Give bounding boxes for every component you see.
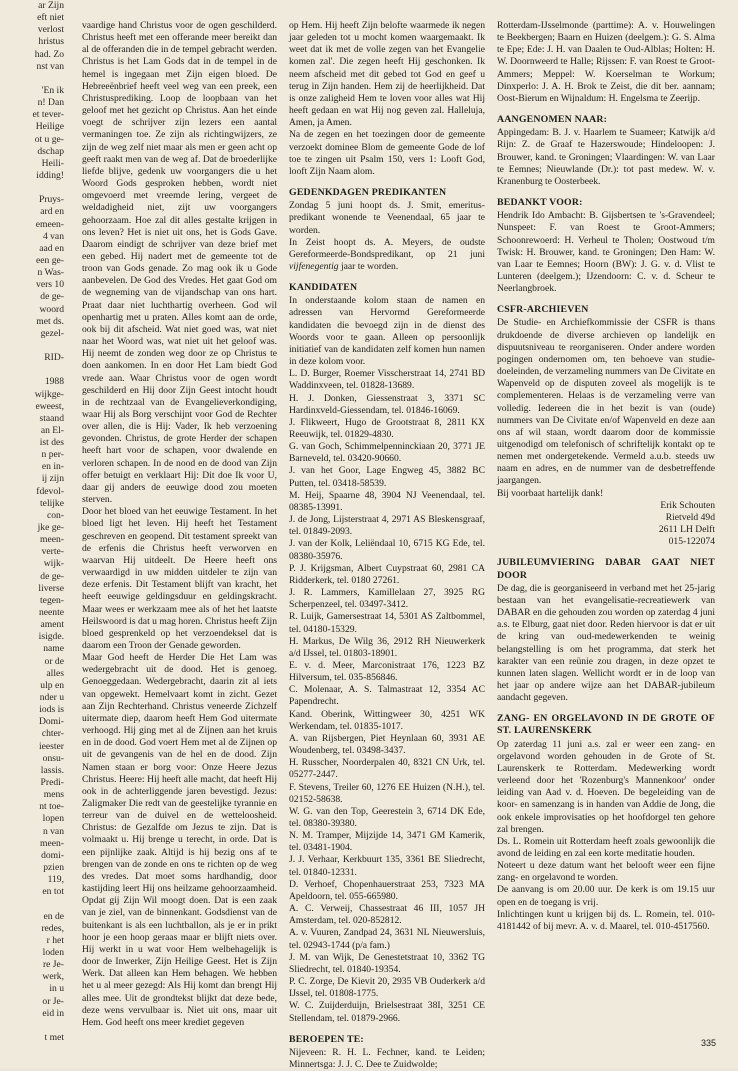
signature-street: Rietveld 49d xyxy=(665,511,715,523)
heading-zangavond: ZANG- EN ORGELAVOND IN DE GROTE OF ST. LAURENSKERK xyxy=(497,713,715,737)
fragment-line: name xyxy=(43,643,64,655)
fragment-line: pzien xyxy=(43,861,64,873)
fragment-line: nst van xyxy=(36,60,64,72)
fragment-line: staand xyxy=(39,412,64,424)
fragment-line: wijk- xyxy=(43,558,64,570)
kandidaat-entry: J. Flikweert, Hugo de Grootstraat 8, 2811 KX Reeuwijk, tel. 01829-4830. xyxy=(289,416,485,440)
column-1 xyxy=(82,20,277,1050)
fragment-line: idding! xyxy=(36,169,64,181)
fragment-line: met ds. xyxy=(36,315,64,327)
fragment-line: t met xyxy=(44,1031,64,1043)
kandidaat-entry: E. v. d. Meer, Marconistraat 176, 1223 BZ Hilversum, tel. 035-856846. xyxy=(289,659,485,684)
fragment-line xyxy=(0,340,64,352)
kandidaten-list xyxy=(289,368,485,1024)
fragment-line: Predi- xyxy=(40,777,64,788)
gedenk-a: In Zeist hoopt ds. A. Meyers, de oudste Gereformeerde-Bondspredikant, op 21 juni xyxy=(289,236,485,260)
fragment-line: hristus xyxy=(38,36,64,48)
fragment-line: n! Dan xyxy=(37,97,64,109)
fragment-line: woord xyxy=(39,303,64,315)
fragment-line: 119, xyxy=(47,874,64,886)
csfr-text: De Studie- en Archiefkommissie der CSFR is thans drukdoende de diverse archieven op landelijk en dispuutsniveau te reorganiseren. Onder andere worden pogingen ondernomen om, ten behoeve van studie-doeleinden, de verzameling nummers van De Civitate en Wapenveld op de disputen zoveel als mogelijk is te complementeren. Helaas is de verzameling verre van volledig. Iedereen die in het bezit is van (oude) nummers van De Civitate en/of Wapenveld en deze aan ons af wil staan, wordt daarom door de kommissie uitgenodigd om telefonisch of schriftelijk kontakt op te nemen met ondergetekende. Vermeld a.u.b. steeds uw naam en adres, en de nummer van de desbetreffende jaargangen. xyxy=(497,317,715,487)
fragment-line xyxy=(0,1020,64,1032)
page-number: 335 xyxy=(700,1038,716,1048)
kandidaat-entry: F. Stevens, Treiler 60, 1276 EE Huizen (N.H.), tel. 02152-58638. xyxy=(289,781,485,805)
fragment-line: ij zijn xyxy=(41,473,64,485)
fragment-line: n per- xyxy=(41,449,64,461)
fragment-line: 4 van xyxy=(42,230,64,242)
gedenkdagen-text: Zondag 5 juni hoopt ds. J. Smit, emeritus-predikant wonende te Veenendaal, 65 jaar te worden. xyxy=(289,200,485,236)
fragment-line: werk, xyxy=(42,971,64,983)
fragment-line xyxy=(0,73,64,85)
fragment-line: ulp en xyxy=(40,679,64,691)
kandidaat-entry: J. van het Goor, Lage Engweg 45, 3882 BC Putten, tel. 03418-58539. xyxy=(289,465,485,489)
fragment-line: r het xyxy=(46,934,64,946)
fragment-line: emeen- xyxy=(35,218,64,230)
fragment-line: redes, xyxy=(41,922,64,934)
fragment-line: ard en xyxy=(40,206,64,218)
heading-gedenkdagen: GEDENKDAGEN PREDIKANTEN xyxy=(289,187,447,199)
fragment-line: telijke xyxy=(40,497,64,509)
heading-csfr: CSFR-ARCHIEVEN xyxy=(497,304,589,316)
kandidaat-entry: L. D. Burger, Roemer Visscherstraat 14, 2741 BD Waddinxveen, tel. 01828-13689. xyxy=(289,368,485,392)
fragment-line: in u xyxy=(49,983,64,995)
fragment-line: de ge- xyxy=(40,570,64,582)
fragment-line: RID- xyxy=(44,352,64,364)
fragment-line: Heili- xyxy=(41,157,64,169)
fragment-line: gezel- xyxy=(40,327,64,339)
kandidaat-entry: J. J. Verhaar, Kerkbuurt 135, 3361 BE Sliedrecht, tel. 01840-12331. xyxy=(289,854,485,878)
zangavond-text-3: Noteert u deze datum want het belooft weer een fijne zang- en orgelavond te worden. xyxy=(497,860,715,884)
fragment-line: liverse xyxy=(38,582,64,594)
fragment-line: verlost xyxy=(37,24,64,36)
sermon-paragraph-1: vaardige hand Christus voor de ogen geschilderd. Christus heeft met een offerande meer bereikt dan al de offeranden die in de tempel gebracht werden. Christus is het Lam Gods dat in de tempel in de hemel is ingegaan met Zijn eigen bloed. De Hebreeënbrief heeft veel weg van een preek, een Christusprediking. Loop de loopbaan van het geloof met het gezicht op Christus. Aan het einde voegt de schrijver zijn lezers een aantal vermaningen toe. Ze zijn als richtingwijzers, ze zijn de weg zelf niet maar als men er geen acht op geeft raakt men van de weg af. Dat de broederlijke liefde blijve, gedenk uw voorgangers die u het Woord Gods gesproken hebben, wordt niet omgevoerd met vreemde lering, vergeet de weldadigheid niet, zijt uw voorgangers gehoorzaam. Hoe zal dit alles gestalte krijgen in ons leven? Het is niet uit ons, het is Gods Gave. Daarom eindigt de schrijver van deze brief met een gebed. Hij nadert met de gemeente tot de troon van Gods genade. Zo mag ook ik u Gode aanbevelen. De God des Vredes. Het gaat God om de wegneming van de vijandschap van ons hart. Praat daar niet luchthartig overheen. God wil openhartig met u praten. Alles komt aan de orde, ook bij dit afscheid. Wat niet goed was, wat niet naar het Woord was, wat niet uit het geloof was. Hij neemt de zonden weg door ze op Christus te doen aankomen. In en door Het Lam biedt God vrede aan. Waar Christus voor de ogen wordt geschilderd en Hij door Zijn Geest intocht houdt in de rechtzaal van de Evangelieverkondiging, waar Hij als Borg verschijnt voor God de Rechter over allen, die is Hij: Vader, Ik heb verzoening gevonden. Christus, de grote Herder der schapen heeft hart voor de schapen, voor dwalende en verloren schapen. In de nood en de dood van Zijn offer betuigt en verklaart Hij: Dit doe Ik voor U, daar gij anders de eeuwige dood zou moeten sterven. xyxy=(82,20,277,506)
fragment-line: Pruys- xyxy=(38,194,64,206)
fragment-line: Heilige xyxy=(35,121,64,133)
jubileum-text: De dag, die is georganiseerd in verband met het 25-jarig bestaan van het evangelisatie-recreatiewerk van DABAR en die gehouden zou worden op zaterdag 4 juni a.s. te Elburg, gaat niet door. Reden hiervoor is dat er uit de kring van oud-medewerkenden te weinig belangstelling is om het programma, dat sterk het karakter van een reünie zou dragen, in deze opzet te kunnen laten slagen. Wellicht wordt er in de loop van het jaar op andere wijze aan het DABAR-jubileum aandacht gegeven. xyxy=(497,582,715,704)
kandidaat-entry: J. de Jong, Lijsterstraat 4, 2971 AS Bleskensgraaf, tel. 01849-2093. xyxy=(289,514,485,538)
fragment-line: alles xyxy=(46,667,64,679)
fragment-line: ament xyxy=(40,619,64,631)
fragment-line: iods is xyxy=(39,704,64,716)
fragment-line: neente xyxy=(38,607,64,619)
fragment-line: eid in xyxy=(42,1007,64,1019)
signature-name: Erik Schouten xyxy=(660,499,715,511)
sermon-closing-2: Na de zegen en het toezingen door de gemeente verzoekt dominee Blom de gemeente Gode de lof toe te zingen uit Psalm 150, vers 1: Looft God, looft Zijn Naam alom. xyxy=(289,129,485,177)
gedenkdagen-text-2 xyxy=(289,237,485,273)
sermon-paragraph-2: Door het bloed van het eeuwige Testament. In het bloed ligt het leven. Hij heeft het Testament geschreven en geopend. Dit testament spreekt van de erfenis die Christus heeft verworven en waarvan Hij uitdeelt. De Heere heeft ons verwaardigd in uw midden uitdeler te zijn van deze erfenis. Dit Testament blijft van kracht, het heeft eeuwige geldingsduur en geldingskracht. Maar wees er werkzaam mee als of het het laatste Heilswoord is dat u mag horen. Christus heeft Zijn bloed gesprenkeld op het verzoendeksel dat is daarom een Troon der Genade geworden. xyxy=(82,506,277,651)
zangavond-text-4: De aanvang is om 20.00 uur. De kerk is om 19.15 uur open en de toegang is vrij. xyxy=(497,884,715,908)
kandidaat-entry: H. Markus, De Wilg 36, 2912 RH Nieuwerkerk a/d IJssel, tel. 01803-18901. xyxy=(289,635,485,659)
kandidaat-entry: H. Russcher, Noorderpalen 40, 8321 CN Urk, tel. 05277-2447. xyxy=(289,757,485,781)
fragment-line: meen- xyxy=(40,837,64,849)
kandidaat-entry: J. van der Kolk, Leliëndaal 10, 6715 KG Ede, tel. 08380-35976. xyxy=(289,538,485,562)
fragment-line: een ge- xyxy=(36,254,64,266)
kandidaten-intro: In onderstaande kolom staan de namen en adressen van Hervormd Gereformeerde kandidaten die bevoegd zijn in de dienst des Woords voor te gaan. Alleen op persoonlijk initiatief van de kandidaten zelf komen hun namen in deze kolom voor. xyxy=(289,295,485,368)
fragment-line: n van xyxy=(42,825,64,837)
sermon-closing: op Hem. Hij heeft Zijn belofte waarmede ik negen jaar geleden tot u mocht komen waargemaakt. Ik weet dat ik met de volle zegen van het Evangelie komen zal'. Die zegen heeft Hij geschonken. Ik neem afscheid met dit gebed tot God en geef u terug in Zijn handen. Hem zij de heerlijkheid. Dat is onze zaligheid Hem te loven voor alles wat Hij heeft gedaan en wat Hij nog geven zal. Halleluja, Amen, ja Amen. xyxy=(289,20,485,129)
fragment-line: n Was- xyxy=(37,267,64,279)
column-2 xyxy=(289,20,485,1070)
kandidaat-entry: P. C. Zorge, De Kievit 20, 2935 VB Ouderkerk a/d IJssel, tel. 01808-1775. xyxy=(289,976,485,1000)
beroepen-continued: Rotterdam-IJsselmonde (parttime): A. v. Houwelingen te Beekbergen; Baarn en Huizen (deelgem.): G. S. Alma te Epe; Ede: J. H. van Daalen te Oud-Alblas; Holten: H. W. Doornweerd te Halle; Rijssen: F. van Roest te Groot-Ammers; Meppel: W. Koerselman te Workum; Dinxperlo: J. A. H. Brok te Zeist, die dit ber. aannam; Oost-Bierum en Wijnaldum: H. Engelsma te Zeerijp. xyxy=(497,20,715,104)
fragment-line: jke ge- xyxy=(37,522,64,534)
fragment-line: eft niet xyxy=(37,12,64,24)
fragment-line: lopen xyxy=(42,813,64,825)
fragment-line: ieester xyxy=(38,740,64,752)
fragment-line: meen- xyxy=(40,534,64,546)
fragment-line: loden xyxy=(42,946,64,958)
fragment-line: en tot xyxy=(42,886,64,898)
fragment-line: nt toe- xyxy=(39,801,64,813)
fragment-line: en in- xyxy=(41,461,64,473)
fragment-line: had. Zo xyxy=(34,48,64,60)
kandidaat-entry: C. Molenaar, A. S. Talmastraat 12, 3354 AC Papendrecht. xyxy=(289,684,485,708)
fragment-line xyxy=(0,364,64,376)
signature-city: 2611 LH Delft xyxy=(658,524,715,536)
fragment-line: dschap xyxy=(37,145,64,157)
kandidaat-entry: W. C. Zuijderduijn, Brielsestraat 38I, 3251 CE Stellendam, tel. 01879-2966. xyxy=(289,1000,485,1024)
fragment-line: de ge- xyxy=(40,291,64,303)
fragment-line: or de xyxy=(44,655,64,667)
heading-bedankt: BEDANKT VOOR: xyxy=(497,197,583,209)
kandidaat-entry: J. M. van Wijk, De Genestetstraat 10, 3362 TG Sliedrecht, tel. 01840-19354. xyxy=(289,951,485,975)
fragment-line xyxy=(0,182,64,194)
fragment-line: lassis. xyxy=(40,764,64,776)
sermon-paragraph-3: Maar God heeft de Herder Die Het Lam was wedergebracht uit de dood. Het is genoeg. Genoeggedaan. Wedergebracht, daarin zit al iets van opgewekt. Hemelvaart komt in zicht. Gezet aan Zijn Rechterhand. Christus veneerde Zichzelf uitermate diep, daarom heeft Hem God uitermate verhoogd. Hij ging met al de Zijnen aan het kruis en in de dood. God voert Hem met al de Zijnen op uit de gevangenis van de hel en de dood. Zijn Namen staan er borg voor: Onze Heere Jezus Christus. Heere: Hij heeft alle macht, dat heeft Hij ook in de achterliggende jaren bevestigd. Jezus: Zaligmaker Die redt van de geestelijke tyrannie en terreur van de duivel en de wetteloosheid. Christus: de Gezalfde om Jezus te zijn. Dat is volmaakt u. Hij brenge u terecht, in orde. Dat is een pijnlijke zaak. Altijd is hij bezig ons af te brengen van de zonde en ons te richten op de weg des vredes. Dat moet soms hardhandig, door kastijding leert Hij ons heilzame gehoorzaamheid. Opdat gij Zijn Wil moogt doen. Dat is een zaak van je ziel, van de binnenkant. Godsdienst van de buitenkant is als een luchtballon, als je er in prikt hoor je een hoop geraas maar er blijft niets over. Hij werkt in u wat voor Hem welbehagelijk is door de Inwerker, Zijn Heilige Geest. Het is Zijn Werk. Dat alleen kan Hem behagen. We hebben het u al meer gezegd: Als Hij komt dan brengt Hij alles mee. Uit de grondtekst blijkt dat deze bede, deze wens vervulbaar is. Niet uit ons, maar uit Hem. God heeft ons meer krediet gegeven xyxy=(82,652,277,1028)
fragment-line: chter- xyxy=(41,728,64,740)
kandidaat-entry: Kand. Oberink, Wittingweer 30, 4251 WK Werkendam, tel. 01835-1017. xyxy=(289,708,485,732)
fragment-line: aad en xyxy=(39,242,64,254)
fragment-line: or Je- xyxy=(42,995,64,1007)
fragment-line: et tever- xyxy=(32,109,64,121)
fragment-line: isigde. xyxy=(38,631,64,643)
fragment-line: an El- xyxy=(40,424,64,436)
heading-jubileum: JUBILEUMVIERING DABAR GAAT NIET DOOR xyxy=(497,557,715,581)
bedankt-text: Hendrik Ido Ambacht: B. Gijsbertsen te 's-Gravendeel; Nunspeet: F. van Roest te Groot-Ammers; Schoonrewoerd: H. Verheul te Tholen; Oostwoud t/m Twisk: H. Brouwer, kand. te Groningen; Den Ham: W. van Laar te Eemnes; Hoorn (BW): J. G. v. d. Vlist te Lunteren (deelgem.); IJzendoorn: C. v. d. Scheur te Neerlangbroek. xyxy=(497,210,715,295)
fragment-line: wijkge- xyxy=(34,388,64,400)
beroepen-text: Nijeveen: R. H. L. Fechner, kand. te Leiden; Minnertsga: J. J. C. Dee te Zuidwolde; xyxy=(289,1046,485,1070)
gedenk-italic: vijfenegentig xyxy=(289,260,339,272)
fragment-line: 1988 xyxy=(44,376,64,388)
fragment-line: ot u ge- xyxy=(34,133,64,145)
fragment-line: ar Zijn xyxy=(38,0,64,11)
fragment-line: nder u xyxy=(39,692,64,704)
kandidaat-entry: G. van Goch, Schimmelpenninckiaan 20, 3771 JE Barneveld, tel. 03420-90660. xyxy=(289,441,485,465)
fragment-line xyxy=(0,898,64,910)
heading-beroepen: BEROEPEN TE: xyxy=(289,1033,364,1045)
kandidaat-entry: W. G. van den Top, Geerestein 3, 6714 DK Ede, tel. 08380-39380. xyxy=(289,805,485,829)
fragment-line: ist des xyxy=(39,437,64,449)
kandidaat-entry: H. J. Donken, Giessenstraat 3, 3371 SC Hardinxveld-Giessendam, tel. 01846-16069. xyxy=(289,392,485,416)
fragment-line: re Je- xyxy=(42,959,64,971)
column-3 xyxy=(497,20,715,1050)
kandidaat-entry: A. van Rijsbergen, Piet Heynlaan 60, 3931 AE Woudenberg, tel. 03498-3437. xyxy=(289,732,485,757)
signature-phone: 015-122074 xyxy=(668,536,715,548)
kandidaat-entry: N. M. Tramper, Mijzijde 14, 3471 GM Kamerik, tel. 03481-1904. xyxy=(289,830,485,854)
kandidaat-entry: A. v. Vuuren, Zandpad 24, 3631 NL Nieuwersluis, tel. 02943-1744 (p/a fam.) xyxy=(289,927,485,951)
fragment-line: onsu- xyxy=(42,752,64,764)
fragment-line: vers 10 xyxy=(36,279,64,291)
heading-aangenomen: AANGENOMEN NAAR: xyxy=(497,114,608,126)
fragment-line: 'En ik xyxy=(41,84,64,96)
kandidaat-entry: M. Heij, Spaarne 48, 3904 NJ Veenendaal, tel. 08385-13991. xyxy=(289,489,485,513)
kandidaat-entry: D. Verhoef, Chopenhauerstraat 253, 7323 MA Apeldoorn, tel. 055-665980. xyxy=(289,878,485,902)
kandidaat-entry: J. R. Lammers, Kamillelaan 27, 3925 RG Scherpenzeel, tel. 03497-3412. xyxy=(289,587,485,611)
zangavond-text-2: Ds. L. Romein uit Rotterdam heeft zoals gewoonlijk die avond de leiding en zal een korte meditatie houden. xyxy=(497,835,715,859)
zangavond-text-5: Inlichtingen kunt u krijgen bij ds. L. Romein, tel. 010-4181442 of bij mevr. A. v. d. Maarel, tel. 010-4517560. xyxy=(497,908,715,932)
fragment-line: en de xyxy=(43,910,64,922)
fragment-line: mens xyxy=(43,789,64,801)
gedenk-b: jaar te worden. xyxy=(338,260,399,272)
fragment-line: fdevol- xyxy=(36,485,64,497)
fragment-line: Domi- xyxy=(38,716,64,728)
kandidaat-entry: P. J. Krijgsman, Albert Cuypstraat 60, 2981 CA Ridderkerk, tel. 0180 27261. xyxy=(289,562,485,586)
csfr-thanks: Bij voorbaat hartelijk dank! xyxy=(497,487,604,499)
fragment-line: tegen- xyxy=(40,594,64,606)
left-column-fragment xyxy=(0,0,64,1043)
fragment-line: con- xyxy=(46,509,64,521)
kandidaat-entry: R. Luijk, Gamersestraat 14, 5301 AS Zaltbommel, tel. 04180-15329. xyxy=(289,611,485,635)
fragment-line: eweest, xyxy=(35,400,64,412)
heading-kandidaten: KANDIDATEN xyxy=(289,282,358,294)
fragment-line: domi- xyxy=(41,849,64,861)
kandidaat-entry: A. C. Verweij, Chassestraat 46 III, 1057 JH Amsterdam, tel. 020-852812. xyxy=(289,903,485,927)
aangenomen-text: Appingedam: B. J. v. Haarlem te Suameer; Katwijk a/d Rijn: Z. de Graaf te Hazerswoude; Hindeloopen: J. Brouwer, kand. te Groningen; Vlaardingen: W. van Laar te Eemnes; Nieuwlande (Dr.): tot past medew. W. v. Kranenburg te Oosterbeek. xyxy=(497,127,715,187)
fragment-line: verte- xyxy=(41,546,64,558)
zangavond-text: Op zaterdag 11 juni a.s. zal er weer een zang- en orgelavond worden gehouden in de Grote of St. Laurenskerk te Rotterdam. Medewerking wordt verleend door het 'Rozenburg's Mannenkoor' onder leiding van Aad v. d. Hoeven. De begeleiding van de koor- en samenzang is in handen van Addie de Jong, die ook enkele improvisaties op het hoofdorgel ten gehore zal brengen. xyxy=(497,738,715,835)
